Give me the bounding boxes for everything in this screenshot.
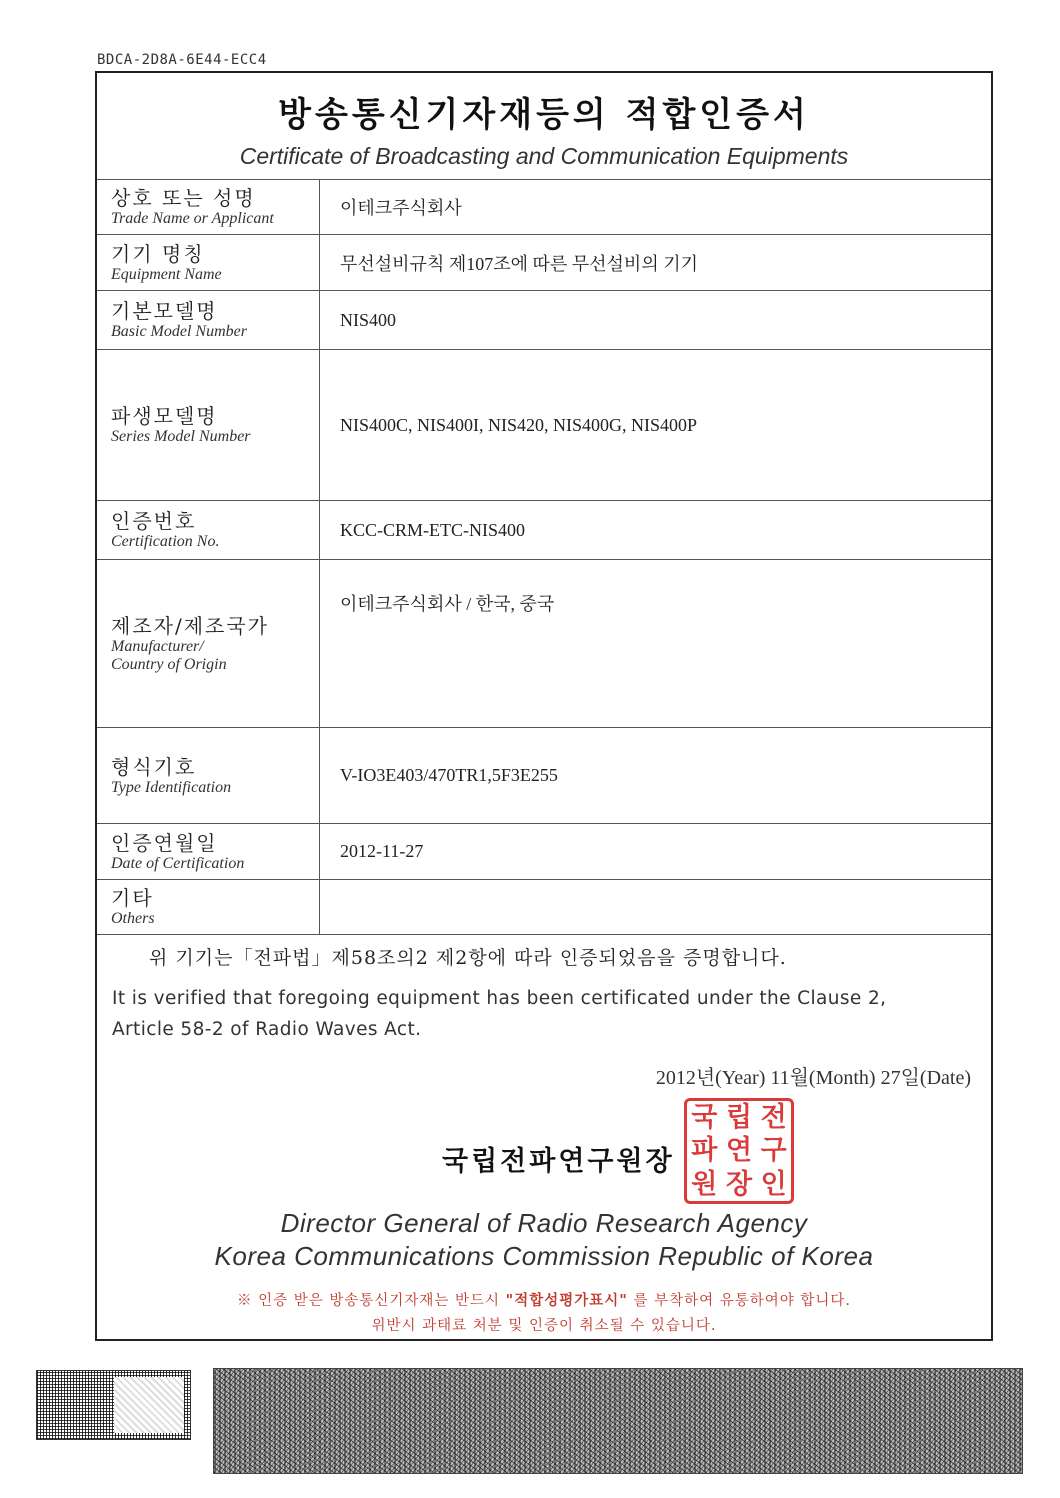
seal-char: 연: [725, 1135, 753, 1167]
value-manufacturer: 이테크주식회사 / 한국, 중국: [320, 560, 992, 728]
row-basic-model: [97, 291, 991, 350]
statement-english: [112, 983, 992, 1045]
certificate-frame: [95, 71, 993, 1341]
statement-korean: 위 기기는「전파법」제58조의2 제2항에 따라 인증되었음을 증명합니다.: [149, 947, 787, 969]
title-korean: 방송통신기자재등의 적합인증서: [278, 95, 810, 135]
label-ko: 기타: [111, 886, 154, 910]
row-others: [97, 880, 991, 935]
seal-char: 립: [725, 1102, 753, 1134]
label-ko: 상호 또는 성명: [111, 186, 256, 210]
value-cert-no: KCC-CRM-ETC-NIS400: [320, 501, 992, 560]
notice-line-2: 위반시 과태료 처분 및 인증이 취소될 수 있습니다.: [371, 1318, 717, 1334]
label-en: Series Model Number: [111, 428, 251, 445]
notice-prefix: ※ 인증 받은 방송통신기자재는 반드시: [237, 1293, 501, 1309]
signature-line-1: Director General of Radio Research Agency: [280, 1208, 808, 1238]
security-barcode-pattern: [213, 1368, 1023, 1474]
seal-char: 국: [691, 1102, 718, 1134]
row-manufacturer: [97, 560, 991, 728]
label-ko: 기기 명칭: [111, 241, 205, 266]
label-en: Country of Origin: [111, 655, 227, 673]
row-cert-no: [97, 501, 991, 560]
certificate-table: [97, 179, 991, 935]
label-en: Others: [111, 910, 155, 927]
label-ko: 제조자/제조국가: [111, 613, 269, 638]
seal-char: 장: [725, 1168, 753, 1200]
official-seal-stamp: [684, 1098, 794, 1204]
label-ko: 형식기호: [111, 754, 197, 779]
label-ko: 기본모델명: [111, 299, 218, 323]
label-ko: 인증연월일: [111, 830, 218, 855]
document-code: BDCA-2D8A-6E44-ECC4: [97, 52, 267, 68]
label-en: Equipment Name: [111, 265, 222, 283]
row-cert-date: [97, 824, 991, 880]
label-en: Certification No.: [111, 533, 220, 550]
value-trade-name: 이테크주식회사: [320, 180, 992, 235]
statement-en-line-1: It is verified that foregoing equipment has been certificated under the Clause 2,: [112, 988, 887, 1009]
seal-char: 인: [760, 1168, 787, 1200]
value-cert-date: 2012-11-27: [320, 824, 992, 880]
value-type-id: V-IO3E403/470TR1,5F3E255: [320, 728, 992, 824]
value-others: [320, 880, 992, 935]
label-ko: 인증번호: [111, 509, 197, 533]
security-pattern-small: [36, 1370, 191, 1440]
label-en: Type Identification: [111, 778, 232, 796]
signature-english: [97, 1207, 991, 1273]
row-series-model: [97, 350, 991, 501]
label-en: Manufacturer/: [111, 637, 204, 655]
seal-char: 원: [691, 1168, 718, 1200]
label-en: Trade Name or Applicant: [111, 210, 274, 227]
label-en: Basic Model Number: [111, 323, 247, 340]
row-equipment-name: [97, 235, 991, 291]
value-basic-model: NIS400: [320, 291, 992, 350]
row-type-id: [97, 728, 991, 824]
notice-line-1: [97, 1289, 991, 1310]
row-trade-name: [97, 180, 991, 235]
seal-char: 전: [760, 1102, 787, 1134]
signature-line-2: Korea Communications Commission Republic of Korea: [214, 1241, 874, 1271]
value-equipment-name: 무선설비규칙 제107조에 따른 무선설비의 기기: [320, 235, 992, 291]
security-pattern-inner: [114, 1377, 184, 1433]
issue-date: 2012년(Year) 11월(Month) 27일(Date): [655, 1067, 971, 1089]
seal-char: 파: [691, 1135, 718, 1167]
agency-name-korean: 국립전파연구원장: [442, 1146, 675, 1177]
notice-highlight: "적합성평가표시": [505, 1292, 628, 1309]
label-en: Date of Certification: [111, 854, 245, 872]
seal-char: 구: [760, 1135, 787, 1167]
title-english: Certificate of Broadcasting and Communication Equipments: [239, 143, 849, 169]
notice-suffix: 를 부착하여 유통하여야 합니다.: [633, 1293, 851, 1309]
statement-en-line-2: Article 58-2 of Radio Waves Act.: [112, 1019, 422, 1040]
value-series-model: NIS400C, NIS400I, NIS420, NIS400G, NIS400P: [320, 350, 992, 501]
label-ko: 파생모델명: [111, 404, 218, 428]
